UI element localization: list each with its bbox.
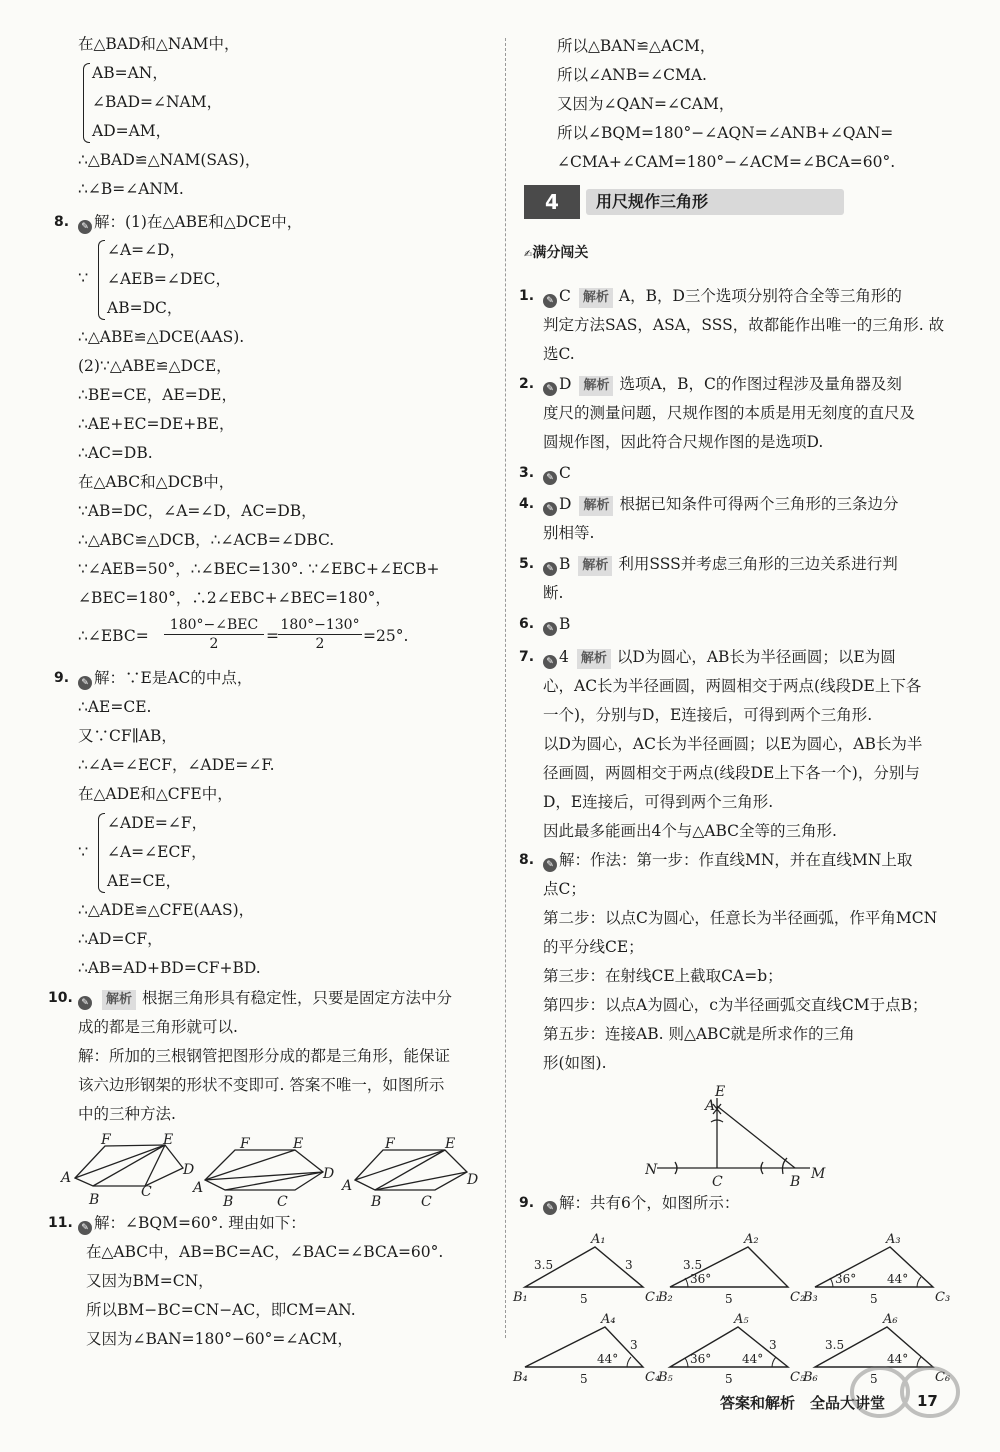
- question-number: 8.: [54, 214, 70, 230]
- analysis-tag: 解析: [577, 649, 611, 669]
- text-line: ✎ B 解析 利用SSS并考虑三角形的三边关系进行判: [543, 554, 898, 576]
- angle-value: 36°: [835, 1272, 857, 1286]
- because-symbol: ∵: [78, 842, 89, 861]
- answer-icon: ✎: [543, 622, 557, 636]
- answer-icon: ✎: [78, 996, 92, 1010]
- pencil-icon: ✍: [524, 249, 533, 260]
- text-line: ✎ D 解析 选项A，B，C的作图过程涉及量角器及刻: [543, 374, 902, 396]
- text-line: ✎ 解：共有6个，如图所示：: [543, 1193, 739, 1215]
- text-line: 断.: [543, 584, 564, 602]
- text-line: ∴△ABE≌△DCE(AAS).: [78, 328, 245, 346]
- text-line: (2)∵△ABE≌△DCE，: [78, 357, 232, 375]
- text-line: 点C；: [543, 880, 586, 898]
- answer-icon: ✎: [543, 655, 557, 669]
- text-line: 成的都是三角形就可以.: [78, 1018, 238, 1036]
- label: F: [240, 1136, 250, 1152]
- text-line: ∴∠A=∠ECF，∠ADE=∠F.: [78, 756, 275, 774]
- angle-value: 36°: [690, 1272, 712, 1286]
- angle-arc: [830, 1278, 833, 1287]
- hexagon-figure-2: [205, 1150, 323, 1190]
- text-line: 所以BM−BC=CN−AC，即CM=AN.: [86, 1301, 356, 1319]
- text-line: 心，AC长为半径画圆，两圆相交于两点(线段DE上下各: [543, 677, 922, 695]
- angle-arc: [917, 1277, 921, 1287]
- angle-value: 44°: [887, 1352, 909, 1366]
- text-line: ∠CMA+∠CAM=180°−∠ACM=∠BCA=60°.: [557, 153, 896, 171]
- analysis-tag: 解析: [579, 288, 613, 308]
- vertex-label: B₃: [803, 1290, 818, 1305]
- text-line: 在△ABC中，AB=BC=AC，∠BAC=∠BCA=60°.: [86, 1243, 444, 1261]
- answer-icon: ✎: [543, 858, 557, 872]
- text-line: 形(如图).: [543, 1054, 607, 1072]
- side-length: 5: [870, 1372, 878, 1386]
- label: A: [193, 1180, 204, 1196]
- label: B: [89, 1192, 100, 1208]
- text-line: ✎ D 解析 根据已知条件可得两个三角形的三条边分: [543, 494, 898, 516]
- text-line: ✎ C 解析 A，B，D三个选项分别符合全等三角形的: [543, 286, 902, 308]
- answer-icon: ✎: [543, 382, 557, 396]
- vertex-label: C₆: [935, 1370, 951, 1385]
- text-line: 又∵CF∥AB，: [78, 727, 177, 745]
- text-line: 径画圆，两圆相交于两点(线段DE上下各一个)，分别与: [543, 764, 920, 782]
- text-line: 又因为∠BAN=180°−60°=∠ACM，: [86, 1330, 353, 1348]
- answer-icon: ✎: [543, 294, 557, 308]
- section-title: 用尺规作三角形: [586, 189, 844, 215]
- angle-value: 44°: [742, 1352, 764, 1366]
- side-length: 5: [870, 1292, 878, 1306]
- text-line: ∴BE=CE，AE=DE，: [78, 386, 237, 404]
- analysis-tag: 解析: [578, 556, 612, 576]
- text-line: ✎ 解：∠BQM=60°. 理由如下：: [78, 1213, 306, 1235]
- text-line: 所以∠BQM=180°−∠AQN=∠ANB+∠QAN=: [557, 124, 894, 142]
- hexagon-figures: [55, 1128, 495, 1212]
- vertex-label: C₁: [645, 1290, 661, 1305]
- side-length: 5: [580, 1292, 588, 1306]
- label: C: [712, 1174, 723, 1190]
- side-length: 5: [725, 1372, 733, 1386]
- text-line: 在△ADE和△CFE中，: [78, 785, 233, 803]
- text-line: AE=CE，: [107, 872, 182, 890]
- answer-icon: ✎: [543, 562, 557, 576]
- question-number: 9.: [519, 1195, 535, 1211]
- text-line: 以D为圆心，AC长为半径画圆；以E为圆心，AB长为半: [543, 735, 923, 753]
- question-number: 9.: [54, 670, 70, 686]
- text-line: ∠A=∠ECF，: [107, 843, 207, 861]
- vertex-label: C₅: [790, 1370, 806, 1385]
- text-line: =25°.: [363, 627, 409, 645]
- text-line: ∠AEB=∠DEC，: [107, 270, 231, 288]
- answer-icon: ✎: [543, 471, 557, 485]
- answer-icon: ✎: [78, 676, 92, 690]
- text-line: 的平分线CE；: [543, 938, 644, 956]
- text-line: ✎ C: [543, 463, 571, 485]
- text-line: ✎ 解：∵E是AC的中点，: [78, 668, 252, 690]
- label: F: [385, 1136, 395, 1152]
- vertex-label: A₆: [883, 1312, 898, 1327]
- triangle: [525, 1327, 643, 1367]
- answer-icon: ✎: [543, 1201, 557, 1215]
- fraction-1: [164, 616, 264, 653]
- question-number: 1.: [519, 288, 535, 304]
- question-number: 2.: [519, 376, 535, 392]
- text-line: ∴AE+EC=DE+BE，: [78, 415, 235, 433]
- question-number: 6.: [519, 616, 535, 632]
- vertex-label: A₅: [734, 1312, 749, 1327]
- text-line: ✎ 解：作法：第一步：作直线MN，并在直线MN上取: [543, 850, 912, 872]
- label: B: [223, 1194, 234, 1210]
- denominator: 2: [315, 636, 325, 652]
- side-length: 3.5: [825, 1338, 845, 1352]
- label: A: [705, 1098, 716, 1114]
- footer-text: 答案和解析 全品大讲堂: [720, 1394, 886, 1412]
- label: A: [61, 1170, 72, 1186]
- text-line: ∴AB=AD+BD=CF+BD.: [78, 959, 261, 977]
- text-line: 中的三种方法.: [78, 1105, 176, 1123]
- label: C: [421, 1194, 432, 1210]
- text-line: ∴AD=CF，: [78, 930, 163, 948]
- label: E: [293, 1136, 304, 1152]
- brace: [83, 63, 90, 143]
- question-number: 8.: [519, 852, 535, 868]
- vertex-label: C₂: [790, 1290, 806, 1305]
- angle-value: 44°: [887, 1272, 909, 1286]
- text-line: D，E连接后，可得到两个三角形.: [543, 793, 774, 811]
- construction-figure: [645, 1080, 835, 1190]
- brace: [98, 813, 105, 893]
- side-length: 5: [580, 1372, 588, 1386]
- hexagon-figure-1: [75, 1145, 183, 1186]
- text-line: 在△BAD和△NAM中，: [78, 35, 240, 53]
- text-line: ✎ 解：(1)在△ABE和△DCE中，: [78, 212, 302, 234]
- question-number: 11.: [48, 1215, 73, 1231]
- text-line: ∠A=∠D，: [107, 241, 186, 259]
- triangle: [815, 1247, 933, 1287]
- vertex-label: B₂: [658, 1290, 673, 1305]
- question-number: 3.: [519, 465, 535, 481]
- text-line: ∴AE=CE.: [78, 698, 152, 716]
- label: D: [467, 1172, 479, 1188]
- section-header: [524, 185, 844, 219]
- text-line: ∴△ABC≌△DCB，∴∠ACB=∠DBC.: [78, 531, 335, 549]
- subsection-title: ✍满分闯关: [524, 245, 589, 261]
- label: B: [790, 1174, 801, 1190]
- side-length: 3: [769, 1338, 777, 1352]
- side-length: 3.5: [683, 1258, 703, 1272]
- text-line: ∴△ADE≌△CFE(AAS)，: [78, 901, 255, 919]
- vertex-label: A₁: [591, 1232, 606, 1247]
- label: E: [163, 1132, 174, 1148]
- angle-arc: [627, 1357, 631, 1367]
- label: D: [183, 1162, 195, 1178]
- text-line: ∠BEC=180°，∴2∠EBC+∠BEC=180°，: [78, 589, 391, 607]
- vertex-label: C₄: [645, 1370, 661, 1385]
- label: B: [371, 1194, 382, 1210]
- analysis-tag: 解析: [102, 990, 136, 1010]
- answer-icon: ✎: [543, 502, 557, 516]
- section-number: 4: [524, 185, 580, 219]
- hexagon-figure-3: [355, 1150, 467, 1190]
- text-line: ∠BAD=∠NAM，: [92, 93, 223, 111]
- denominator: 2: [209, 636, 219, 652]
- text-line: AD=AM，: [92, 122, 172, 140]
- watermark-logo: [830, 1352, 980, 1442]
- label: E: [445, 1136, 456, 1152]
- text-line: ∴∠EBC=: [78, 627, 149, 645]
- text-line: 解：所加的三根钢管把图形分成的都是三角形，能保证: [78, 1047, 451, 1065]
- side-length: 3: [625, 1258, 633, 1272]
- side-length: 3: [630, 1338, 638, 1352]
- numerator: 180°−130°: [278, 616, 362, 635]
- text-line: 所以△BAN≌△ACM，: [557, 37, 716, 55]
- vertex-label: A₂: [744, 1232, 759, 1247]
- question-number: 4.: [519, 496, 535, 512]
- angle-arc: [685, 1358, 688, 1367]
- text-line: 该六边形钢架的形状不变即可. 答案不唯一，如图所示: [78, 1076, 445, 1094]
- text-line: ✎ 解析 根据三角形具有稳定性，只要是固定方法中分: [78, 988, 452, 1010]
- angle-arc: [772, 1357, 776, 1367]
- text-line: 第二步：以点C为圆心，任意长为半径画弧，作平角MCN: [543, 909, 938, 927]
- fraction-2: [278, 616, 362, 653]
- text-line: 因此最多能画出4个与△ABC全等的三角形.: [543, 822, 837, 840]
- vertex-label: A₄: [601, 1312, 616, 1327]
- text-line: 一个)，分别与D，E连接后，可得到两个三角形.: [543, 706, 873, 724]
- text-line: ∴AC=DB.: [78, 444, 153, 462]
- text-line: 所以∠ANB=∠CMA.: [557, 66, 707, 84]
- label: C: [277, 1194, 288, 1210]
- vertex-label: B₁: [513, 1290, 528, 1305]
- label: M: [811, 1166, 826, 1182]
- side-length: 3.5: [534, 1258, 554, 1272]
- text-line: 度尺的测量问题，尺规作图的本质是用无刻度的直尺及: [543, 404, 916, 422]
- vertex-label: A₃: [886, 1232, 901, 1247]
- angle-value: 44°: [597, 1352, 619, 1366]
- text-line: AB=AN，: [92, 64, 168, 82]
- angle-arc: [685, 1278, 688, 1287]
- text-line: 又因为BM=CN，: [86, 1272, 214, 1290]
- brace: [98, 240, 105, 320]
- question-number: 7.: [519, 649, 535, 665]
- label: N: [645, 1162, 658, 1178]
- label: F: [101, 1132, 111, 1148]
- label: A: [342, 1178, 353, 1194]
- vertex-label: B₄: [513, 1370, 528, 1385]
- text-line: ∵AB=DC，∠A=∠D，AC=DB，: [78, 502, 317, 520]
- answer-icon: ✎: [78, 1221, 92, 1235]
- text-line: AB=DC，: [107, 299, 183, 317]
- text-line: 第四步：以点A为圆心，c为半径画弧交直线CM于点B；: [543, 996, 928, 1014]
- text-line: 第三步：在射线CE上截取CA=b；: [543, 967, 783, 985]
- question-number: 10.: [48, 990, 73, 1006]
- answer-icon: ✎: [78, 220, 92, 234]
- page-number: 17: [917, 1392, 938, 1410]
- text-line: 圆规作图，因此符合尺规作图的是选项D.: [543, 433, 824, 451]
- column-divider: [505, 38, 506, 1338]
- text-line: 第五步：连接AB. 则△ABC就是所求作的三角: [543, 1025, 855, 1043]
- analysis-tag: 解析: [579, 496, 613, 516]
- because-symbol: ∵: [78, 268, 89, 287]
- vertex-label: B₆: [803, 1370, 818, 1385]
- text-line: ∵∠AEB=50°，∴∠BEC=130°. ∵∠EBC+∠ECB+: [78, 560, 440, 578]
- text-line: 选C.: [543, 345, 575, 363]
- label: E: [715, 1084, 726, 1100]
- text-line: ∴∠B=∠ANM.: [78, 180, 184, 198]
- text-line: ✎ B: [543, 614, 570, 636]
- text-line: 别相等.: [543, 524, 595, 542]
- analysis-tag: 解析: [579, 376, 613, 396]
- angle-value: 36°: [690, 1352, 712, 1366]
- text-line: ∴△BAD≌△NAM(SAS)，: [78, 151, 261, 169]
- vertex-label: C₃: [935, 1290, 951, 1305]
- label: D: [323, 1166, 335, 1182]
- label: C: [141, 1184, 152, 1200]
- side-length: 5: [725, 1292, 733, 1306]
- text-line: 在△ABC和△DCB中，: [78, 473, 235, 491]
- text-line: ∠ADE=∠F，: [107, 814, 208, 832]
- equals: =: [266, 627, 279, 645]
- text-line: 又因为∠QAN=∠CAM，: [557, 95, 735, 113]
- numerator: 180°−∠BEC: [164, 616, 264, 635]
- question-number: 5.: [519, 556, 535, 572]
- text-line: ✎ 4 解析 以D为圆心，AB长为半径画圆；以E为圆: [543, 647, 896, 669]
- vertex-label: B₅: [658, 1370, 673, 1385]
- text-line: 判定方法SAS，ASA，SSS，故都能作出唯一的三角形. 故: [543, 316, 945, 334]
